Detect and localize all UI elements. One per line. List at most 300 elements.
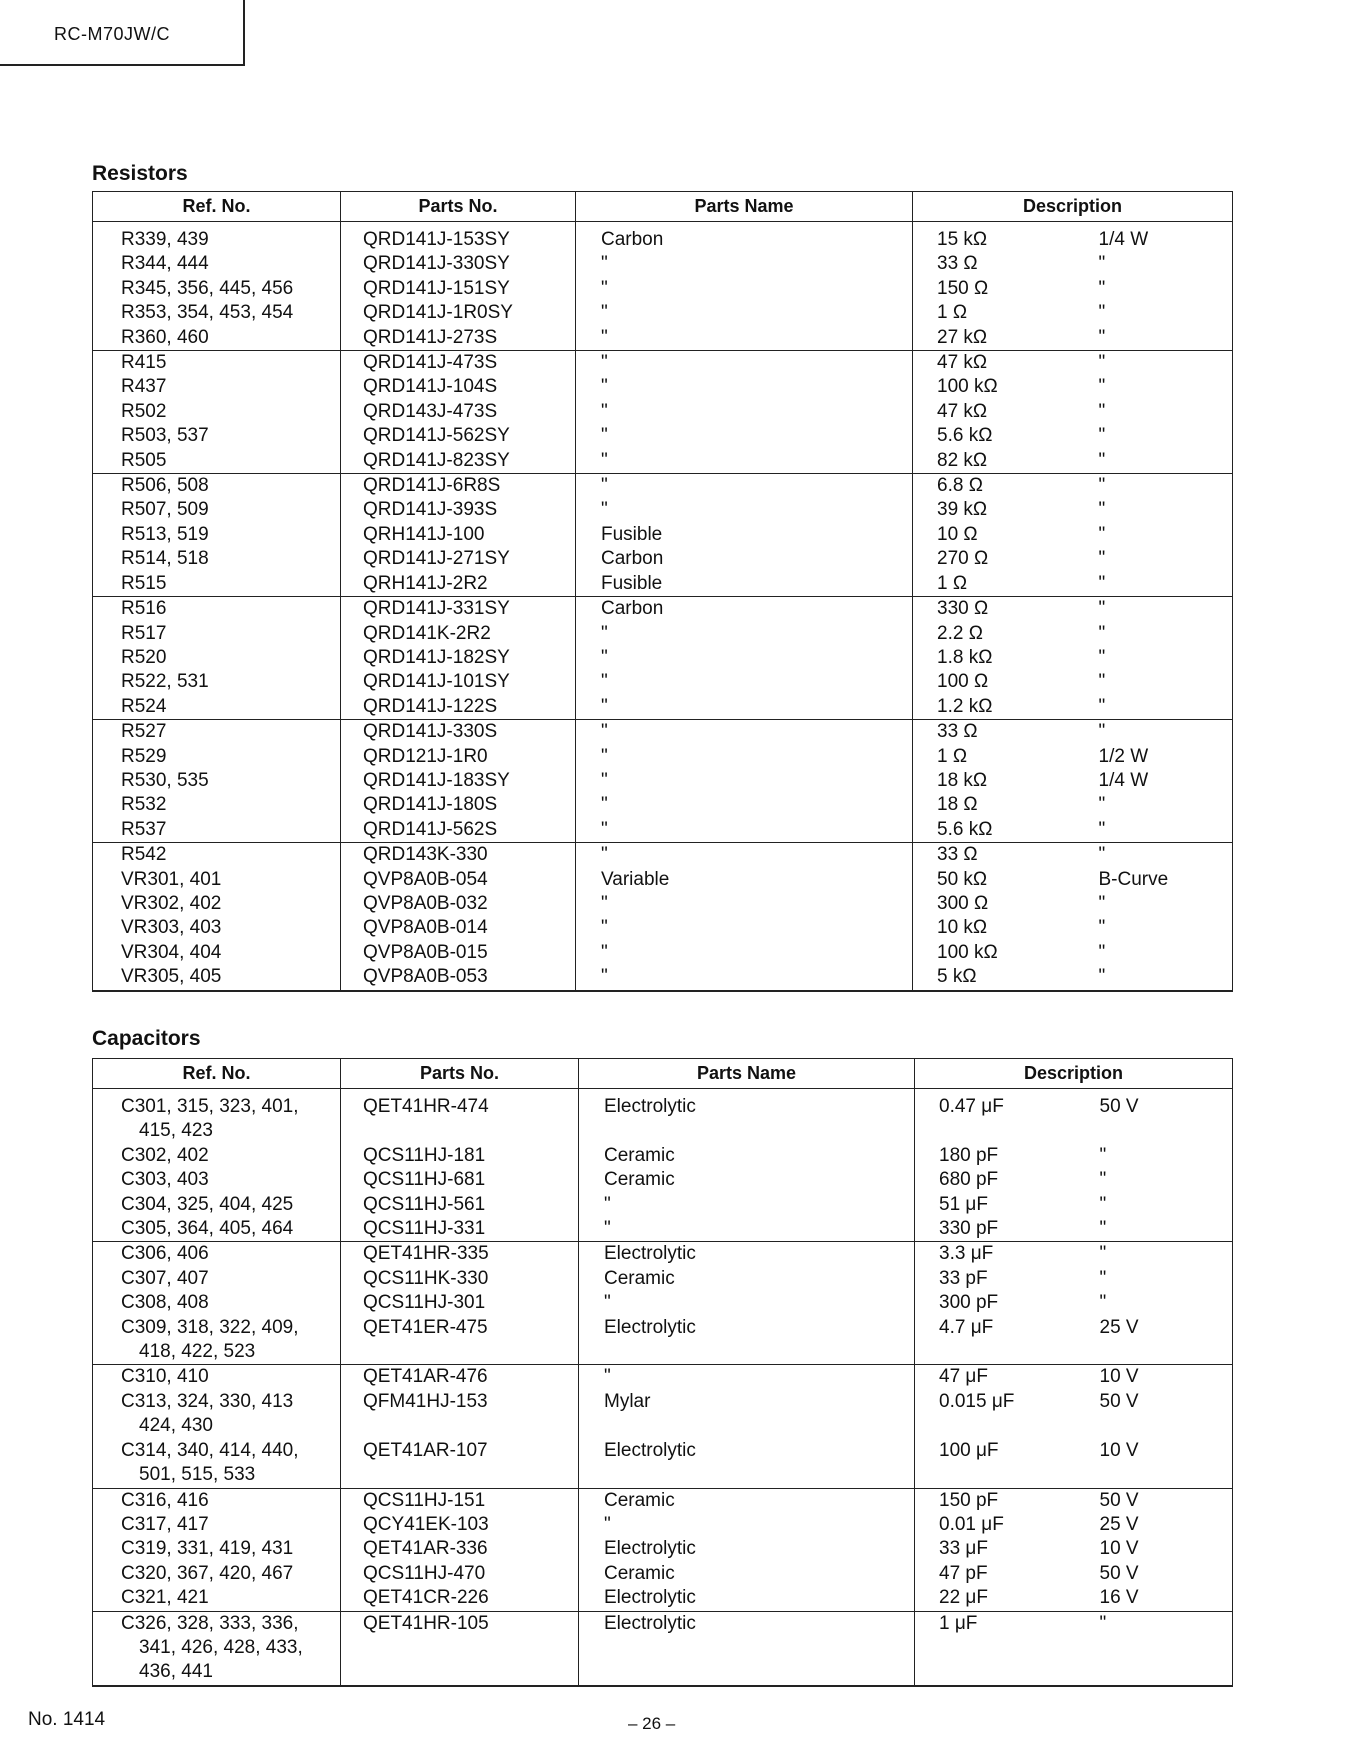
parts-no-cell bbox=[341, 1636, 579, 1660]
parts-no-cell: QET41AR-476 bbox=[341, 1365, 579, 1390]
col-ref-no: Ref. No. bbox=[93, 192, 341, 222]
value-cell: 47 pF bbox=[915, 1562, 1078, 1586]
table-row bbox=[93, 720, 1233, 745]
parts-no-cell: QRH141J-2R2 bbox=[341, 572, 576, 597]
table-row bbox=[93, 400, 1233, 424]
value-cell: 33 Ω bbox=[913, 843, 1077, 868]
parts-no-cell: QRD141J-473S bbox=[341, 351, 576, 376]
table-row bbox=[93, 646, 1233, 670]
parts-no-cell: QCY41EK-103 bbox=[341, 1513, 579, 1537]
parts-no-cell: QCS11HJ-561 bbox=[341, 1193, 579, 1217]
parts-no-cell: QRD141J-271SY bbox=[341, 547, 576, 571]
ref-no-continuation: 415, 423 bbox=[139, 1120, 213, 1142]
value-cell: 51 μF bbox=[915, 1193, 1078, 1217]
rating-cell: 1/4 W bbox=[1077, 769, 1233, 793]
ref-no-cell: R502 bbox=[93, 400, 341, 424]
ref-no-continuation: 501, 515, 533 bbox=[139, 1464, 256, 1486]
value-cell: 0.01 μF bbox=[915, 1513, 1078, 1537]
parts-no-cell: QRD141J-330S bbox=[341, 720, 576, 745]
parts-no-cell: QRD141J-562S bbox=[341, 818, 576, 843]
parts-name-cell: Ceramic bbox=[579, 1168, 915, 1192]
ref-no-cell: R507, 509 bbox=[93, 498, 341, 522]
ref-no-cell: C308, 408 bbox=[93, 1291, 341, 1315]
ref-no-cell: C306, 406 bbox=[93, 1242, 341, 1267]
ref-no-cell bbox=[93, 1119, 341, 1143]
parts-no-cell: QCS11HJ-181 bbox=[341, 1144, 579, 1168]
rating-cell bbox=[1078, 1340, 1233, 1365]
table-row bbox=[93, 1291, 1233, 1315]
value-cell: 150 pF bbox=[915, 1488, 1078, 1513]
parts-no-cell: QRD141J-330SY bbox=[341, 252, 576, 276]
value-cell: 33 Ω bbox=[913, 720, 1077, 745]
parts-name-cell bbox=[579, 1636, 915, 1660]
table-row bbox=[93, 449, 1233, 474]
parts-name-cell: Fusible bbox=[576, 572, 913, 597]
value-cell: 18 kΩ bbox=[913, 769, 1077, 793]
parts-no-cell: QRD141J-153SY bbox=[341, 222, 576, 253]
resistors-header-row bbox=[93, 192, 1233, 222]
parts-name-cell: " bbox=[576, 400, 913, 424]
ref-no-cell: C302, 402 bbox=[93, 1144, 341, 1168]
table-row bbox=[93, 572, 1233, 597]
table-row bbox=[93, 793, 1233, 817]
page-number: – 26 – bbox=[628, 1714, 676, 1733]
parts-no-cell: QRD121J-1R0 bbox=[341, 745, 576, 769]
rating-cell: " bbox=[1077, 326, 1233, 351]
parts-name-cell: " bbox=[576, 941, 913, 965]
value-cell: 50 kΩ bbox=[913, 868, 1077, 892]
parts-name-cell: " bbox=[576, 793, 913, 817]
value-cell bbox=[915, 1414, 1078, 1438]
parts-name-cell: " bbox=[579, 1217, 915, 1242]
value-cell: 330 pF bbox=[915, 1217, 1078, 1242]
rating-cell: " bbox=[1077, 301, 1233, 325]
parts-no-cell: QET41AR-336 bbox=[341, 1537, 579, 1561]
table-row bbox=[93, 1193, 1233, 1217]
value-cell: 100 μF bbox=[915, 1439, 1078, 1463]
rating-cell: " bbox=[1078, 1611, 1233, 1636]
value-cell: 6.8 Ω bbox=[913, 474, 1077, 499]
rating-cell: " bbox=[1077, 720, 1233, 745]
resistors-table bbox=[92, 191, 1233, 992]
parts-name-cell: " bbox=[576, 769, 913, 793]
ref-no-cell: R514, 518 bbox=[93, 547, 341, 571]
rating-cell: " bbox=[1078, 1291, 1233, 1315]
value-cell: 1 Ω bbox=[913, 745, 1077, 769]
parts-no-cell: QET41AR-107 bbox=[341, 1439, 579, 1463]
parts-no-cell: QCS11HJ-681 bbox=[341, 1168, 579, 1192]
ref-no-cell: R517 bbox=[93, 622, 341, 646]
ref-no-cell: R520 bbox=[93, 646, 341, 670]
parts-name-cell: " bbox=[576, 646, 913, 670]
rating-cell: " bbox=[1077, 474, 1233, 499]
parts-no-cell: QRD141J-562SY bbox=[341, 424, 576, 448]
parts-no-cell bbox=[341, 1660, 579, 1685]
ref-no-cell bbox=[93, 1636, 341, 1660]
ref-no-cell: R506, 508 bbox=[93, 474, 341, 499]
parts-no-cell: QVP8A0B-053 bbox=[341, 965, 576, 990]
table-row bbox=[93, 745, 1233, 769]
ref-no-cell: R513, 519 bbox=[93, 523, 341, 547]
rating-cell bbox=[1078, 1660, 1233, 1685]
parts-no-cell: QCS11HJ-151 bbox=[341, 1488, 579, 1513]
col-parts-name: Parts Name bbox=[576, 192, 913, 222]
ref-no-cell: VR303, 403 bbox=[93, 916, 341, 940]
rating-cell: 50 V bbox=[1078, 1390, 1233, 1414]
parts-name-cell: " bbox=[579, 1193, 915, 1217]
model-number: RC-M70JW/C bbox=[54, 24, 170, 44]
col-description: Description bbox=[915, 1059, 1233, 1089]
table-row bbox=[93, 222, 1233, 253]
parts-no-cell: QRD141J-183SY bbox=[341, 769, 576, 793]
table-row bbox=[93, 916, 1233, 940]
table-row bbox=[93, 941, 1233, 965]
table-row bbox=[93, 1316, 1233, 1340]
col-ref-no: Ref. No. bbox=[93, 1059, 341, 1089]
table-row bbox=[93, 1611, 1233, 1636]
ref-no-cell: R415 bbox=[93, 351, 341, 376]
parts-no-cell: QET41ER-475 bbox=[341, 1316, 579, 1340]
ref-no-cell: C319, 331, 419, 431 bbox=[93, 1537, 341, 1561]
table-row bbox=[93, 769, 1233, 793]
value-cell: 0.015 μF bbox=[915, 1390, 1078, 1414]
value-cell: 330 Ω bbox=[913, 597, 1077, 622]
parts-no-cell bbox=[341, 1119, 579, 1143]
ref-no-cell: R345, 356, 445, 456 bbox=[93, 277, 341, 301]
rating-cell: " bbox=[1077, 252, 1233, 276]
parts-no-cell: QVP8A0B-014 bbox=[341, 916, 576, 940]
rating-cell: 10 V bbox=[1078, 1537, 1233, 1561]
value-cell: 100 Ω bbox=[913, 670, 1077, 694]
ref-no-cell: R527 bbox=[93, 720, 341, 745]
parts-name-cell: " bbox=[579, 1513, 915, 1537]
table-row bbox=[93, 1636, 1233, 1660]
parts-name-cell: Carbon bbox=[576, 222, 913, 253]
rating-cell: 50 V bbox=[1078, 1089, 1233, 1120]
parts-name-cell: Carbon bbox=[576, 547, 913, 571]
ref-no-cell: R530, 535 bbox=[93, 769, 341, 793]
table-row bbox=[93, 1089, 1233, 1120]
value-cell: 1 μF bbox=[915, 1611, 1078, 1636]
rating-cell: " bbox=[1077, 375, 1233, 399]
parts-name-cell: " bbox=[576, 252, 913, 276]
parts-no-cell: QRD141K-2R2 bbox=[341, 622, 576, 646]
parts-name-cell: " bbox=[579, 1365, 915, 1390]
ref-no-cell bbox=[93, 1340, 341, 1365]
rating-cell: " bbox=[1078, 1242, 1233, 1267]
model-box bbox=[0, 0, 245, 66]
value-cell bbox=[915, 1463, 1078, 1488]
parts-name-cell: Electrolytic bbox=[579, 1242, 915, 1267]
parts-name-cell: " bbox=[576, 474, 913, 499]
parts-no-cell bbox=[341, 1463, 579, 1488]
parts-no-cell: QRD141J-6R8S bbox=[341, 474, 576, 499]
parts-no-cell bbox=[341, 1414, 579, 1438]
parts-name-cell: Ceramic bbox=[579, 1562, 915, 1586]
table-row bbox=[93, 424, 1233, 448]
ref-no-cell: R353, 354, 453, 454 bbox=[93, 301, 341, 325]
value-cell: 150 Ω bbox=[913, 277, 1077, 301]
ref-no-continuation: 436, 441 bbox=[139, 1661, 213, 1683]
col-parts-no: Parts No. bbox=[341, 192, 576, 222]
table-row bbox=[93, 1242, 1233, 1267]
table-row bbox=[93, 670, 1233, 694]
ref-no-cell: R524 bbox=[93, 695, 341, 720]
value-cell: 18 Ω bbox=[913, 793, 1077, 817]
rating-cell bbox=[1078, 1636, 1233, 1660]
ref-no-cell: R515 bbox=[93, 572, 341, 597]
rating-cell: 1/2 W bbox=[1077, 745, 1233, 769]
parts-no-cell: QET41HR-474 bbox=[341, 1089, 579, 1120]
rating-cell: " bbox=[1077, 449, 1233, 474]
rating-cell: 10 V bbox=[1078, 1439, 1233, 1463]
parts-no-cell: QRD141J-151SY bbox=[341, 277, 576, 301]
table-row bbox=[93, 326, 1233, 351]
resistors-title: Resistors bbox=[92, 162, 188, 185]
value-cell: 33 μF bbox=[915, 1537, 1078, 1561]
capacitors-header-row bbox=[93, 1059, 1233, 1089]
value-cell: 33 pF bbox=[915, 1267, 1078, 1291]
value-cell: 27 kΩ bbox=[913, 326, 1077, 351]
table-row bbox=[93, 351, 1233, 376]
ref-no-cell: VR305, 405 bbox=[93, 965, 341, 990]
rating-cell: 10 V bbox=[1078, 1365, 1233, 1390]
rating-cell bbox=[1078, 1463, 1233, 1488]
parts-name-cell: " bbox=[576, 745, 913, 769]
parts-no-cell: QFM41HJ-153 bbox=[341, 1390, 579, 1414]
parts-name-cell: Ceramic bbox=[579, 1144, 915, 1168]
value-cell: 180 pF bbox=[915, 1144, 1078, 1168]
table-row bbox=[93, 301, 1233, 325]
parts-no-cell: QET41HR-335 bbox=[341, 1242, 579, 1267]
ref-no-cell: R437 bbox=[93, 375, 341, 399]
value-cell: 680 pF bbox=[915, 1168, 1078, 1192]
ref-no-cell: C313, 324, 330, 413 bbox=[93, 1390, 341, 1414]
parts-name-cell: " bbox=[576, 965, 913, 990]
table-row bbox=[93, 1267, 1233, 1291]
ref-no-cell: R516 bbox=[93, 597, 341, 622]
table-row bbox=[93, 1168, 1233, 1192]
ref-no-cell: C321, 421 bbox=[93, 1586, 341, 1611]
rating-cell: " bbox=[1077, 941, 1233, 965]
rating-cell: " bbox=[1077, 670, 1233, 694]
table-row bbox=[93, 1586, 1233, 1611]
parts-name-cell: Ceramic bbox=[579, 1488, 915, 1513]
ref-no-cell: R542 bbox=[93, 843, 341, 868]
value-cell bbox=[915, 1340, 1078, 1365]
rating-cell: " bbox=[1077, 695, 1233, 720]
ref-no-cell bbox=[93, 1414, 341, 1438]
parts-no-cell: QCS11HK-330 bbox=[341, 1267, 579, 1291]
ref-no-cell: C314, 340, 414, 440, bbox=[93, 1439, 341, 1463]
value-cell: 22 μF bbox=[915, 1586, 1078, 1611]
table-row bbox=[93, 1463, 1233, 1488]
parts-no-cell: QCS11HJ-331 bbox=[341, 1217, 579, 1242]
rating-cell: " bbox=[1077, 646, 1233, 670]
parts-name-cell: Fusible bbox=[576, 523, 913, 547]
capacitors-title: Capacitors bbox=[92, 1027, 201, 1050]
value-cell: 82 kΩ bbox=[913, 449, 1077, 474]
ref-no-continuation: 418, 422, 523 bbox=[139, 1341, 256, 1363]
parts-name-cell: Ceramic bbox=[579, 1267, 915, 1291]
rating-cell: " bbox=[1077, 916, 1233, 940]
value-cell: 1.8 kΩ bbox=[913, 646, 1077, 670]
ref-no-cell: C310, 410 bbox=[93, 1365, 341, 1390]
rating-cell: " bbox=[1078, 1168, 1233, 1192]
rating-cell: " bbox=[1077, 892, 1233, 916]
parts-name-cell bbox=[579, 1463, 915, 1488]
rating-cell: " bbox=[1078, 1144, 1233, 1168]
document-number: No. 1414 bbox=[28, 1709, 106, 1730]
table-row bbox=[93, 1537, 1233, 1561]
ref-no-continuation: 424, 430 bbox=[139, 1415, 213, 1437]
parts-no-cell: QCS11HJ-301 bbox=[341, 1291, 579, 1315]
rating-cell: " bbox=[1077, 843, 1233, 868]
rating-cell: " bbox=[1077, 400, 1233, 424]
capacitors-table bbox=[92, 1058, 1233, 1687]
parts-name-cell: " bbox=[576, 916, 913, 940]
ref-no-cell: C320, 367, 420, 467 bbox=[93, 1562, 341, 1586]
rating-cell: " bbox=[1077, 818, 1233, 843]
table-row bbox=[93, 498, 1233, 522]
parts-name-cell: " bbox=[576, 622, 913, 646]
table-row bbox=[93, 547, 1233, 571]
ref-no-cell: R360, 460 bbox=[93, 326, 341, 351]
ref-no-cell: C301, 315, 323, 401, bbox=[93, 1089, 341, 1120]
parts-name-cell: Variable bbox=[576, 868, 913, 892]
ref-no-cell bbox=[93, 1463, 341, 1488]
parts-name-cell: " bbox=[576, 720, 913, 745]
ref-no-cell: C309, 318, 322, 409, bbox=[93, 1316, 341, 1340]
parts-no-cell: QRD143K-330 bbox=[341, 843, 576, 868]
table-row bbox=[93, 597, 1233, 622]
rating-cell: " bbox=[1077, 793, 1233, 817]
table-row bbox=[93, 1660, 1233, 1685]
parts-name-cell: " bbox=[576, 818, 913, 843]
ref-no-cell: VR304, 404 bbox=[93, 941, 341, 965]
col-parts-name: Parts Name bbox=[579, 1059, 915, 1089]
parts-no-cell: QRD141J-331SY bbox=[341, 597, 576, 622]
table-row bbox=[93, 277, 1233, 301]
parts-name-cell: " bbox=[576, 424, 913, 448]
rating-cell: " bbox=[1077, 424, 1233, 448]
value-cell: 15 kΩ bbox=[913, 222, 1077, 253]
parts-name-cell: " bbox=[576, 449, 913, 474]
rating-cell: " bbox=[1077, 547, 1233, 571]
value-cell: 1.2 kΩ bbox=[913, 695, 1077, 720]
value-cell: 47 μF bbox=[915, 1365, 1078, 1390]
value-cell bbox=[915, 1636, 1078, 1660]
value-cell: 300 Ω bbox=[913, 892, 1077, 916]
parts-name-cell: Mylar bbox=[579, 1390, 915, 1414]
table-row bbox=[93, 892, 1233, 916]
rating-cell: " bbox=[1078, 1193, 1233, 1217]
parts-name-cell: " bbox=[576, 351, 913, 376]
rating-cell: B-Curve bbox=[1077, 868, 1233, 892]
parts-name-cell: " bbox=[576, 670, 913, 694]
parts-no-cell: QRH141J-100 bbox=[341, 523, 576, 547]
parts-name-cell: Electrolytic bbox=[579, 1537, 915, 1561]
ref-no-cell: C304, 325, 404, 425 bbox=[93, 1193, 341, 1217]
table-row bbox=[93, 965, 1233, 990]
parts-no-cell: QET41CR-226 bbox=[341, 1586, 579, 1611]
rating-cell: " bbox=[1077, 498, 1233, 522]
table-row bbox=[93, 252, 1233, 276]
parts-no-cell: QVP8A0B-054 bbox=[341, 868, 576, 892]
ref-no-cell: R532 bbox=[93, 793, 341, 817]
table-row bbox=[93, 1439, 1233, 1463]
value-cell: 4.7 μF bbox=[915, 1316, 1078, 1340]
parts-name-cell: Carbon bbox=[576, 597, 913, 622]
parts-name-cell: " bbox=[576, 498, 913, 522]
parts-no-cell: QCS11HJ-470 bbox=[341, 1562, 579, 1586]
ref-no-cell bbox=[93, 1660, 341, 1685]
table-row bbox=[93, 1217, 1233, 1242]
value-cell: 100 kΩ bbox=[913, 941, 1077, 965]
parts-name-cell: " bbox=[576, 375, 913, 399]
parts-name-cell: " bbox=[576, 892, 913, 916]
parts-name-cell: " bbox=[576, 695, 913, 720]
rating-cell bbox=[1078, 1119, 1233, 1143]
parts-no-cell: QRD141J-1R0SY bbox=[341, 301, 576, 325]
parts-no-cell: QVP8A0B-015 bbox=[341, 941, 576, 965]
ref-no-cell: R339, 439 bbox=[93, 222, 341, 253]
table-row bbox=[93, 1340, 1233, 1365]
rating-cell: " bbox=[1077, 523, 1233, 547]
table-row bbox=[93, 1119, 1233, 1143]
value-cell: 10 Ω bbox=[913, 523, 1077, 547]
parts-name-cell: " bbox=[579, 1291, 915, 1315]
table-row bbox=[93, 1562, 1233, 1586]
value-cell: 10 kΩ bbox=[913, 916, 1077, 940]
rating-cell: " bbox=[1077, 572, 1233, 597]
rating-cell: " bbox=[1077, 277, 1233, 301]
parts-name-cell: " bbox=[576, 843, 913, 868]
col-description: Description bbox=[913, 192, 1233, 222]
col-parts-no: Parts No. bbox=[341, 1059, 579, 1089]
ref-no-cell: C317, 417 bbox=[93, 1513, 341, 1537]
rating-cell: " bbox=[1077, 597, 1233, 622]
rating-cell: " bbox=[1077, 351, 1233, 376]
rating-cell: " bbox=[1078, 1267, 1233, 1291]
parts-name-cell bbox=[579, 1119, 915, 1143]
rating-cell: 1/4 W bbox=[1077, 222, 1233, 253]
parts-name-cell: " bbox=[576, 301, 913, 325]
parts-no-cell: QVP8A0B-032 bbox=[341, 892, 576, 916]
rating-cell bbox=[1078, 1414, 1233, 1438]
rating-cell: " bbox=[1078, 1217, 1233, 1242]
parts-no-cell: QRD141J-104S bbox=[341, 375, 576, 399]
parts-no-cell: QRD141J-122S bbox=[341, 695, 576, 720]
rating-cell: 50 V bbox=[1078, 1562, 1233, 1586]
ref-no-cell: R537 bbox=[93, 818, 341, 843]
table-row bbox=[93, 1513, 1233, 1537]
parts-name-cell: " bbox=[576, 326, 913, 351]
parts-no-cell: QRD141J-101SY bbox=[341, 670, 576, 694]
ref-no-cell: R344, 444 bbox=[93, 252, 341, 276]
table-row bbox=[93, 843, 1233, 868]
ref-no-cell: R505 bbox=[93, 449, 341, 474]
parts-name-cell bbox=[579, 1660, 915, 1685]
parts-name-cell bbox=[579, 1414, 915, 1438]
parts-no-cell: QRD143J-473S bbox=[341, 400, 576, 424]
parts-name-cell: Electrolytic bbox=[579, 1089, 915, 1120]
table-row bbox=[93, 1390, 1233, 1414]
value-cell: 2.2 Ω bbox=[913, 622, 1077, 646]
ref-no-cell: R503, 537 bbox=[93, 424, 341, 448]
ref-no-cell: C307, 407 bbox=[93, 1267, 341, 1291]
ref-no-cell: C303, 403 bbox=[93, 1168, 341, 1192]
